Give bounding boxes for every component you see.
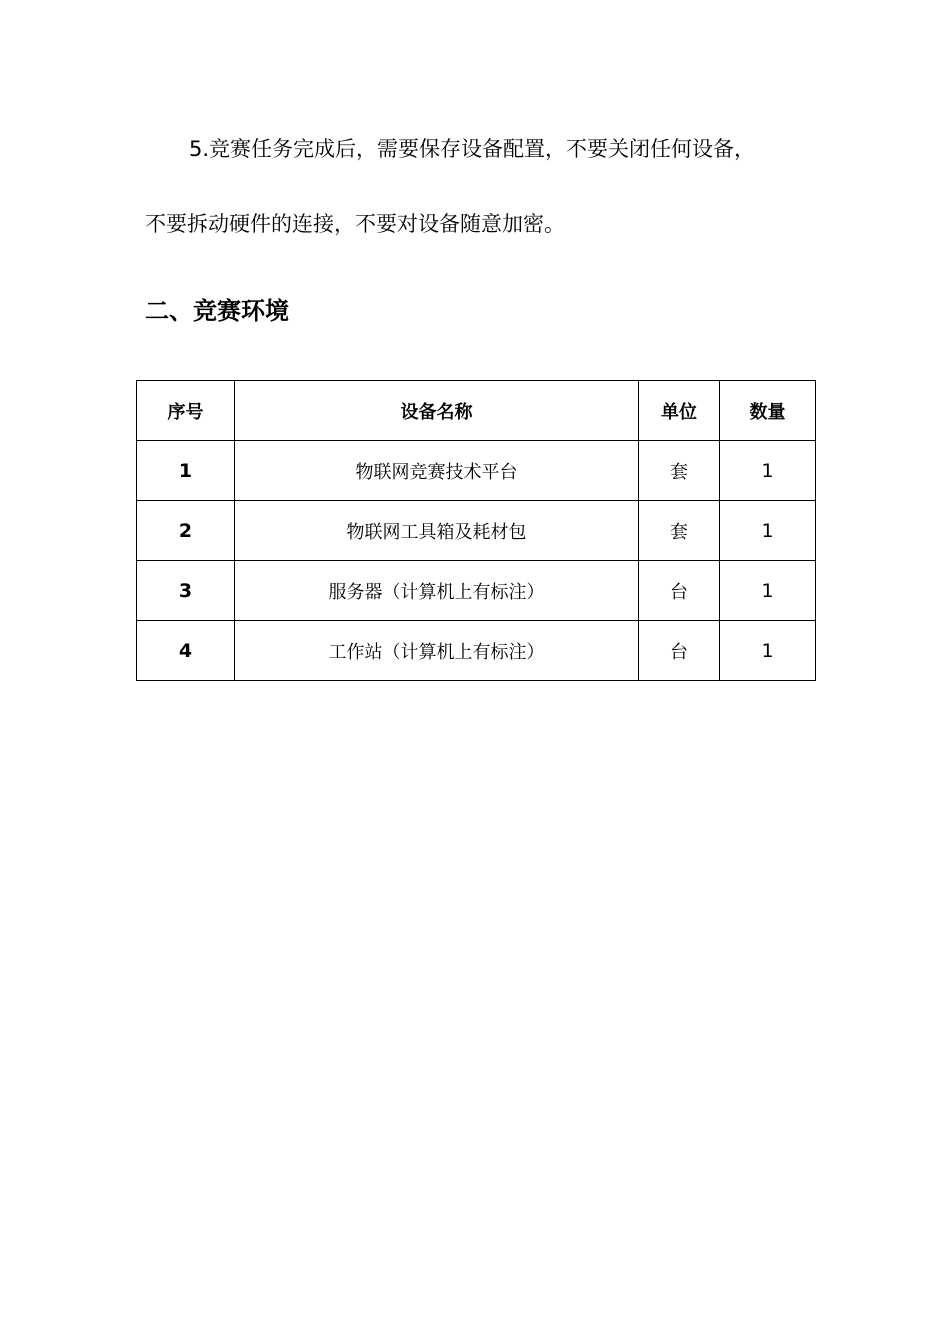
cell-unit: 套 <box>639 441 720 501</box>
cell-qty: 1 <box>720 441 816 501</box>
cell-qty: 1 <box>720 621 816 681</box>
cell-qty: 1 <box>720 501 816 561</box>
table-row <box>137 621 816 681</box>
header-name: 设备名称 <box>235 381 639 441</box>
table-row <box>137 501 816 561</box>
cell-no: 1 <box>137 441 235 501</box>
section-heading: 二、竞赛环境 <box>145 297 289 325</box>
body-paragraph <box>145 112 825 262</box>
paragraph-line-2: 不要拆动硬件的连接，不要对设备随意加密。 <box>145 212 565 236</box>
cell-unit: 台 <box>639 621 720 681</box>
cell-unit: 套 <box>639 501 720 561</box>
table-row <box>137 561 816 621</box>
paragraph-line-1: 5.竞赛任务完成后，需要保存设备配置，不要关闭任何设备， <box>189 137 756 161</box>
header-no: 序号 <box>137 381 235 441</box>
table-row <box>137 441 816 501</box>
cell-no: 2 <box>137 501 235 561</box>
cell-no: 4 <box>137 621 235 681</box>
cell-qty: 1 <box>720 561 816 621</box>
cell-unit: 台 <box>639 561 720 621</box>
cell-name: 服务器（计算机上有标注） <box>235 561 639 621</box>
cell-no: 3 <box>137 561 235 621</box>
equipment-table <box>136 380 816 681</box>
cell-name: 物联网工具箱及耗材包 <box>235 501 639 561</box>
table-header-row <box>137 381 816 441</box>
header-qty: 数量 <box>720 381 816 441</box>
cell-name: 物联网竞赛技术平台 <box>235 441 639 501</box>
header-unit: 单位 <box>639 381 720 441</box>
cell-name: 工作站（计算机上有标注） <box>235 621 639 681</box>
